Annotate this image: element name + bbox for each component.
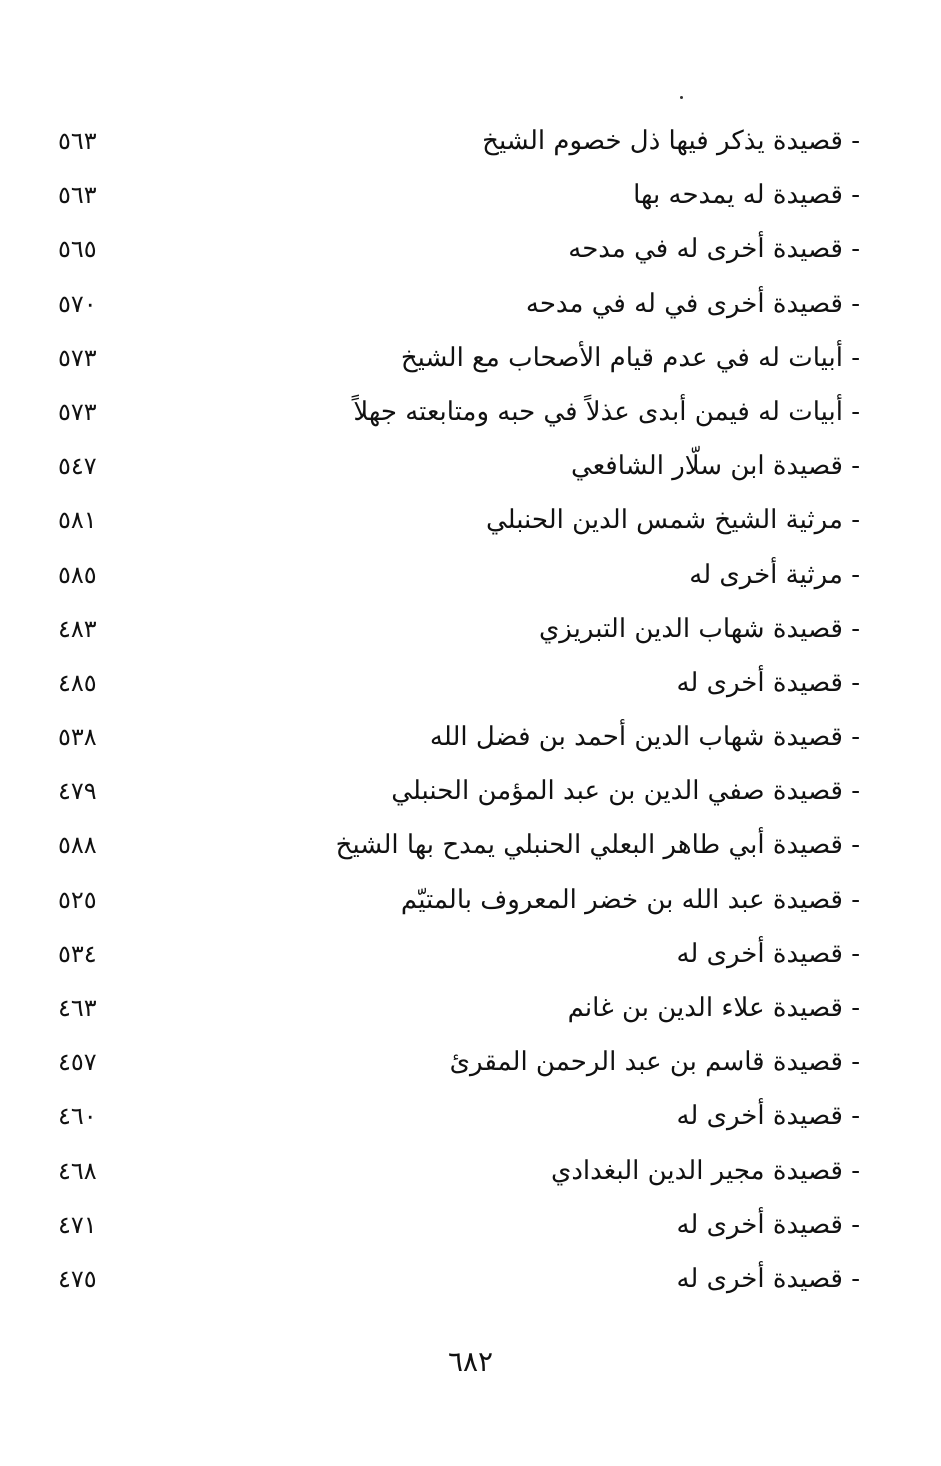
toc-entry — [40, 1039, 860, 1093]
entry-title: - قصيدة شهاب الدين أحمد بن فضل الله — [429, 722, 860, 753]
entry-title: - أبيات له فيمن أبدى عذلاً في حبه ومتابعته جهلاً — [353, 396, 860, 427]
toc-entry — [40, 1093, 860, 1147]
entry-page-number: ٤٧١ — [58, 1210, 97, 1239]
entry-title: - قصيدة أخرى له — [676, 1263, 860, 1294]
entry-page-number: ٥٦٣ — [58, 127, 97, 155]
entry-title: - قصيدة يذكر فيها ذل خصوم الشيخ — [482, 126, 860, 156]
entry-title: - مرثية الشيخ شمس الدين الحنبلي — [485, 505, 860, 536]
toc-entry — [40, 714, 860, 768]
entry-title: - قصيدة أخرى له — [676, 1209, 860, 1240]
entry-title: - قصيدة شهاب الدين التبريزي — [538, 613, 860, 644]
toc-entry — [40, 877, 860, 931]
entry-title: - قصيدة أبي طاهر البعلي الحنبلي يمدح بها الشيخ — [335, 830, 860, 861]
entry-page-number: ٤٦٠ — [58, 1102, 97, 1131]
entry-page-number: ٤٥٧ — [58, 1048, 97, 1077]
entry-page-number: ٥٧٣ — [58, 343, 97, 372]
toc-entry — [40, 118, 860, 172]
entry-page-number: ٤٨٣ — [58, 614, 97, 643]
entry-title: - قصيدة مجير الدين البغدادي — [551, 1155, 860, 1186]
entry-title: - قصيدة ابن سلّار الشافعي — [571, 451, 860, 482]
toc-entry — [40, 1256, 860, 1310]
entry-title: - قصيدة له يمدحه بها — [633, 180, 860, 211]
entry-page-number: ٤٧٩ — [58, 777, 97, 806]
toc-entry — [40, 931, 860, 985]
entry-page-number: ٥٣٨ — [58, 723, 97, 752]
toc-entry — [40, 985, 860, 1039]
entry-page-number: ٤٧٥ — [58, 1264, 97, 1293]
toc-entry — [40, 497, 860, 551]
toc-entry — [40, 172, 860, 226]
toc-entry — [40, 768, 860, 822]
entry-title: - قصيدة أخرى له — [676, 667, 860, 698]
entry-page-number: ٤٨٥ — [58, 668, 97, 697]
entry-title: - قصيدة أخرى له في مدحه — [568, 234, 860, 265]
toc-entry — [40, 552, 860, 606]
entry-page-number: ٥٢٥ — [58, 885, 97, 914]
entry-title: - قصيدة قاسم بن عبد الرحمن المقرئ — [449, 1047, 860, 1078]
entry-page-number: ٥٧٠ — [58, 289, 97, 318]
toc-entry — [40, 822, 860, 876]
entry-page-number: ٥٧٣ — [58, 397, 97, 426]
entry-page-number: ٥٣٤ — [58, 939, 97, 968]
entry-page-number: ٤٦٣ — [58, 994, 97, 1022]
entry-title: - قصيدة أخرى له — [676, 938, 860, 969]
entry-page-number: ٥٤٧ — [58, 452, 97, 481]
toc-entry — [40, 443, 860, 497]
entry-page-number: ٥٦٥ — [58, 235, 97, 264]
toc-entry — [40, 606, 860, 660]
toc-entry — [40, 389, 860, 443]
entry-title: - قصيدة أخرى له — [676, 1101, 860, 1132]
entry-page-number: ٥٨٨ — [58, 831, 97, 860]
entry-title: - قصيدة علاء الدين بن غانم — [567, 993, 860, 1023]
entry-title: - قصيدة أخرى في له في مدحه — [525, 288, 860, 319]
entry-page-number: ٤٦٨ — [58, 1156, 97, 1185]
toc-entry — [40, 226, 860, 280]
toc-entry — [40, 335, 860, 389]
toc-entry — [40, 660, 860, 714]
entry-title: - قصيدة عبد الله بن خضر المعروف بالمتيّم — [400, 884, 860, 915]
toc-entry — [40, 1202, 860, 1256]
table-of-contents — [40, 118, 860, 1310]
entry-title: - أبيات له في عدم قيام الأصحاب مع الشيخ — [400, 342, 860, 373]
entry-page-number: ٥٦٣ — [58, 181, 97, 210]
entry-title: - مرثية أخرى له — [689, 559, 860, 590]
entry-page-number: ٥٨١ — [58, 506, 97, 535]
entry-page-number: ٥٨٥ — [58, 560, 97, 589]
entry-title: - قصيدة صفي الدين بن عبد المؤمن الحنبلي — [391, 776, 860, 807]
toc-entry — [40, 1148, 860, 1202]
toc-entry — [40, 281, 860, 335]
page-number: ٦٨٢ — [447, 1345, 494, 1378]
stray-dot — [680, 96, 683, 99]
